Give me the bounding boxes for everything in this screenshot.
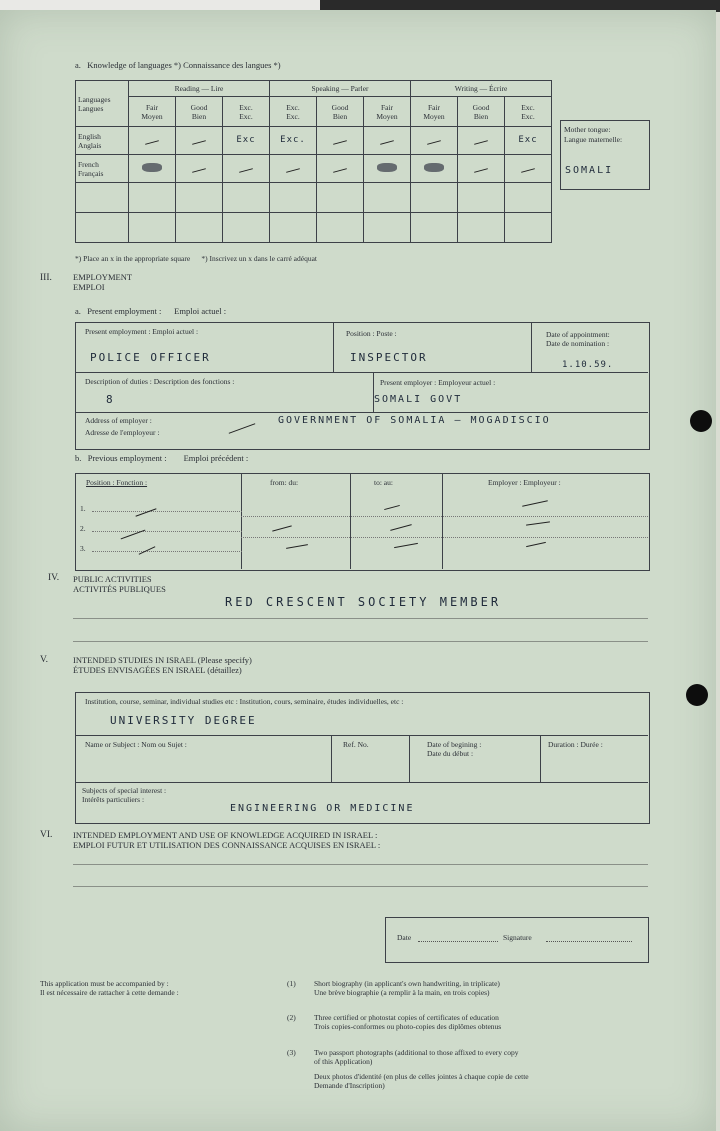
section-number: III. — [40, 273, 52, 283]
duties-value: 8 — [106, 393, 115, 406]
institution-label: Institution, course, seminar, individual studies etc : Institution, cours, seminaire, études individuelles, etc : — [85, 697, 404, 706]
employer-address-value: GOVERNMENT OF SOMALIA — MOGADISCIO — [278, 415, 551, 426]
date-appointment-label: Date of appointment: Date de nomination : — [546, 330, 610, 348]
present-employment-value: POLICE OFFICER — [90, 351, 211, 364]
col-to: to: au: — [374, 478, 393, 487]
mark-exc: Exc. — [270, 127, 317, 155]
mark-exc: Exc — [505, 127, 552, 155]
section-title: INTENDED STUDIES IN ISRAEL (Please specify) ÉTUDES ENVISAGÉES EN ISRAEL (détaillez) — [73, 655, 252, 675]
section-number: V. — [40, 655, 49, 665]
ref-label: Ref. No. — [343, 740, 369, 749]
attachment-number: (1) — [287, 979, 296, 988]
level-header: Exc. Exc. — [270, 97, 317, 127]
date-label: Date — [397, 933, 412, 942]
mother-tongue-label: Mother tongue: — [564, 125, 611, 134]
reading-header: Reading — Lire — [129, 81, 270, 97]
present-employer-value: SOMALI GOVT — [374, 394, 463, 405]
level-header: Fair Moyen — [411, 97, 458, 127]
attachment-item: Short biography (in applicant's own handwriting, in triplicate) Une brève biographie (a remplir à la main, en trois copies) — [314, 979, 500, 997]
position-value: INSPECTOR — [350, 351, 428, 364]
date-appointment-value: 1.10.59. — [562, 360, 614, 370]
previous-employment-table — [75, 473, 650, 571]
level-header: Fair Moyen — [129, 97, 176, 127]
mother-tongue-label-fr: Langue maternelle: — [564, 135, 623, 144]
duration-label: Duration : Durée : — [548, 740, 603, 749]
writing-header: Writing — Écrire — [411, 81, 552, 97]
level-header: Fair Moyen — [364, 97, 411, 127]
attachment-item: Three certified or photostat copies of certificates of education Trois copies-conformes ou photo-copies des diplômes obtenus — [314, 1013, 502, 1031]
table-row — [76, 127, 552, 155]
duties-label: Description of duties : Description des fonctions : — [85, 377, 235, 386]
col-from: from: du: — [270, 478, 299, 487]
level-header: Good Bien — [458, 97, 505, 127]
level-header: Exc. Exc. — [223, 97, 270, 127]
level-header: Good Bien — [176, 97, 223, 127]
position-label: Position : Poste : — [346, 329, 397, 338]
subject-label: Name or Subject : Nom ou Sujet : — [85, 740, 187, 749]
attachment-number: (3) — [287, 1048, 296, 1057]
row-number: 3. — [80, 544, 86, 553]
attachment-number: (2) — [287, 1013, 296, 1022]
col-position: Position : Fonction : — [86, 478, 148, 487]
signature-label: Signature — [503, 933, 532, 942]
special-interest-value: ENGINEERING OR MEDICINE — [230, 803, 415, 814]
section-title: PUBLIC ACTIVITIES ACTIVITÉS PUBLIQUES — [73, 574, 166, 594]
previous-employment-heading: b. Previous employment : Emploi précédent : — [75, 453, 249, 463]
row-number: 1. — [80, 504, 86, 513]
binder-hole — [690, 410, 712, 432]
mother-tongue-value: SOMALI — [565, 165, 614, 176]
footnote: *) Place an x in the appropriate square *) Inscrivez un x dans le carré adéquat — [75, 254, 317, 263]
date-begin-label: Date of begining : Date du début : — [427, 740, 482, 758]
language-table — [75, 80, 552, 243]
public-activities-value: RED CRESCENT SOCIETY MEMBER — [225, 595, 502, 609]
attachment-item: Two passport photographs (additional to those affixed to every copy of this Application) Deux photos d'identité (en plus de celles jointes à chaque copie de cette Demande d'Inscription) — [314, 1048, 529, 1090]
present-employment-label: Present employment : Emploi actuel : — [85, 327, 199, 336]
language-name: English Anglais — [76, 127, 129, 155]
present-employer-label: Present employer : Employeur actuel : — [380, 378, 496, 387]
special-interest-label: Subjects of special interest : Intérêts particuliers : — [82, 786, 167, 804]
section-title: INTENDED EMPLOYMENT AND USE OF KNOWLEDGE ACQUIRED IN ISRAEL : EMPLOI FUTUR ET UTILISATION DES CONNAISSANCE ACQUISES EN ISRAEL : — [73, 830, 381, 850]
col-employer: Employer : Employeur : — [488, 478, 561, 487]
speaking-header: Speaking — Parler — [270, 81, 411, 97]
employer-address-label: Address of employer : Adresse de l'employeur : — [85, 416, 160, 437]
attachments-intro: This application must be accompanied by : Il est nécessaire de rattacher à cette demande : — [40, 979, 179, 997]
table-row — [76, 155, 552, 183]
level-header: Good Bien — [317, 97, 364, 127]
section-lang-heading: a. Knowledge of languages *) Connaissance des langues *) — [75, 60, 281, 70]
institution-value: UNIVERSITY DEGREE — [110, 714, 257, 727]
mark-exc: Exc — [223, 127, 270, 155]
section-title: EMPLOYMENT EMPLOI — [73, 272, 133, 292]
languages-header: Languages Langues — [76, 81, 129, 127]
row-number: 2. — [80, 524, 86, 533]
section-number: IV. — [48, 573, 60, 583]
binder-hole — [686, 684, 708, 706]
table-row — [76, 213, 552, 243]
level-header: Exc. Exc. — [505, 97, 552, 127]
mother-tongue-box — [560, 120, 650, 190]
language-name: French Français — [76, 155, 129, 183]
section-number: VI. — [40, 830, 53, 840]
present-employment-heading: a. Present employment : Emploi actuel : — [75, 306, 227, 316]
table-row — [76, 183, 552, 213]
